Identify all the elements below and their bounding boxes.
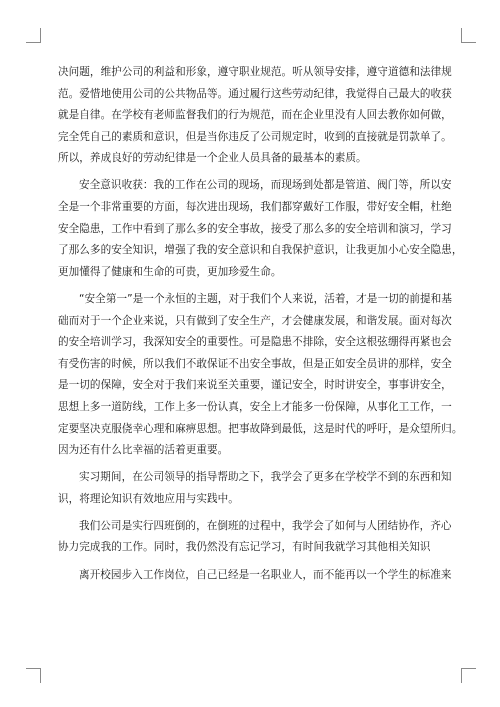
text-line: 离开校园步入工作岗位，自己已经是一名职业人，而不能再以一个学生的标准来 [79, 568, 452, 581]
text-line: 思想上多一道防线，工作上多一份认真，安全上才能多一份保障，从事化工工作，一 [58, 400, 452, 413]
text-line: 协力完成我的工作。同时，我仍然没有忘记学习，有时间我就学习其他相关知识 [58, 541, 431, 554]
text-line: 所以，养成良好的劳动纪律是一个企业人员具备的最基本的素质。 [58, 152, 367, 165]
text-line: 因为还有什么比幸福的活着更重要。 [58, 444, 229, 457]
text-line: 是一切的保障，安全对于我们来说至关重要，谨记安全，时时讲安全，事事讲安全， [58, 379, 452, 392]
text-line: 决问题，维护公司的利益和形象，遵守职业规范。听从领导安排，遵守道德和法律规 [58, 66, 452, 78]
crop-mark-top-left [26, 28, 41, 43]
text-line: 就是自律。在学校有老师监督我们的行为规范，而在企业里没有人回去教你如何做， [58, 109, 452, 122]
text-line: 识，将理论知识有效地应用与实践中。 [58, 492, 239, 505]
text-line: 实习期间，在公司领导的指导帮助之下，我学会了更多在学校学不到的东西和知 [79, 471, 452, 484]
text-line: 安全意识收获：我的工作在公司的现场，而现场到处都是管道、阀门等，所以安 [79, 179, 452, 192]
paragraph [58, 175, 463, 283]
text-line: 定要坚决克服侥幸心理和麻痹思想。把事故降到最低，这是时代的呼吁，是众望所归。 [58, 422, 463, 435]
paragraph [58, 62, 452, 170]
text-line: 完全凭自己的素质和意识，但是当你违反了公司规定时，收到的直接就是罚款单了。 [58, 130, 452, 143]
text-line: 的安全培训学习，我深知安全的重要性。可是隐患不排除，安全这根弦绷得再紧也会 [58, 336, 452, 349]
document-body [58, 62, 463, 592]
crop-mark-top-right [461, 28, 476, 43]
text-line: 更加懂得了健康和生命的可贵，更加珍爱生命。 [58, 265, 282, 278]
crop-mark-bottom-right [461, 668, 476, 683]
paragraph [58, 289, 463, 462]
text-line: 有受伤害的时候，所以我们不敢保证不出安全事故，但是正如安全员讲的那样，安全 [58, 357, 452, 370]
text-line: 了那么多的安全知识，增强了我的安全意识和自我保护意识，让我更加小心安全隐患， [58, 244, 463, 257]
paragraph [58, 565, 452, 587]
text-line: 安全隐患，工作中看到了那么多的安全事故，接受了那么多的安全培训和演习，学习 [58, 222, 452, 235]
text-line: 全是一个非常重要的方面，每次进出现场，我们都穿戴好工作服，带好安全帽，杜绝 [58, 201, 452, 214]
text-line: 我们公司是实行四班倒的，在倒班的过程中，我学会了如何与人团结协作，齐心 [79, 519, 452, 532]
text-line: 础而对于一个企业来说，只有做到了安全生产，才会健康发展，和谐发展。面对每次 [58, 314, 452, 327]
paragraph [58, 467, 452, 510]
text-line: 范。爱惜地使用公司的公共物品等。通过履行这些劳动纪律，我觉得自己最大的收获 [58, 87, 452, 100]
text-line: “安全第一”是一个永恒的主题，对于我们个人来说，活着，才是一切的前提和基 [79, 292, 452, 305]
paragraph [58, 516, 452, 559]
crop-mark-bottom-left [26, 668, 41, 683]
